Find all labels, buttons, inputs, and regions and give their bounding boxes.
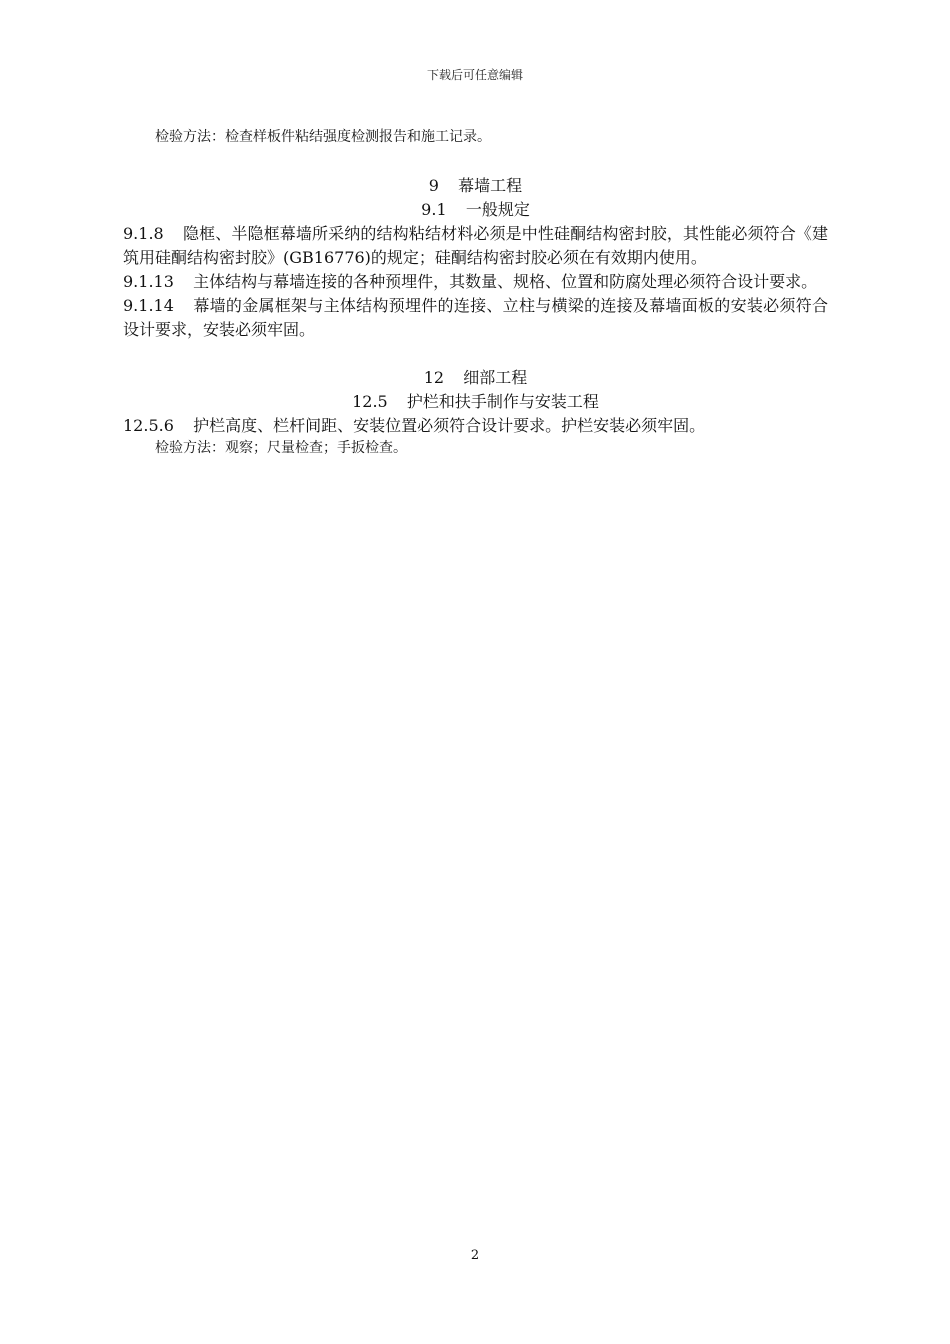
section-title: 护栏和扶手制作与安装工程 <box>406 392 599 411</box>
section-heading <box>123 390 828 414</box>
clause-number: 9.1.14 <box>123 296 174 315</box>
header-text: 下载后可任意编辑 <box>426 68 523 82</box>
clause-text: 主体结构与幕墙连接的各种预埋件，其数量、规格、位置和防腐处理必须符合设计要求。 <box>193 272 818 291</box>
chapter-heading <box>123 174 828 198</box>
section-number: 12.5 <box>352 392 388 411</box>
chapter-title: 细部工程 <box>463 368 528 387</box>
chapter-heading <box>123 366 828 390</box>
clause-paragraph <box>123 414 828 438</box>
inspection-method-text: 检验方法：观察；尺量检查；手扳检查。 <box>155 440 407 456</box>
page-number: 2 <box>470 1248 480 1263</box>
section-number: 9.1 <box>421 200 447 219</box>
clause-paragraph <box>123 294 828 342</box>
document-body <box>123 127 828 458</box>
chapter-title: 幕墙工程 <box>458 176 523 195</box>
section-title: 一般规定 <box>465 200 530 219</box>
clause-text: 幕墙的金属框架与主体结构预埋件的连接、立柱与横梁的连接及幕墙面板的安装必须符合设计要求，安装必须牢固。 <box>123 296 828 339</box>
page-footer <box>0 1248 950 1263</box>
clause-paragraph <box>123 222 828 270</box>
clause-number: 9.1.13 <box>123 272 174 291</box>
clause-number: 9.1.8 <box>123 224 164 243</box>
clause-paragraph <box>123 270 828 294</box>
chapter-number: 9 <box>428 176 439 195</box>
clause-text: 护栏高度、栏杆间距、安装位置必须符合设计要求。护栏安装必须牢固。 <box>193 416 706 435</box>
page-header <box>0 66 950 83</box>
inspection-method-text: 检验方法：检查样板件粘结强度检测报告和施工记录。 <box>155 129 491 145</box>
section-heading <box>123 198 828 222</box>
chapter-number: 12 <box>423 368 445 387</box>
clause-number: 12.5.6 <box>123 416 174 435</box>
clause-text: 隐框、半隐框幕墙所采纳的结构粘结材料必须是中性硅酮结构密封胶，其性能必须符合《建筑用硅酮结构密封胶》(GB16776)的规定；硅酮结构密封胶必须在有效期内使用。 <box>123 224 828 267</box>
